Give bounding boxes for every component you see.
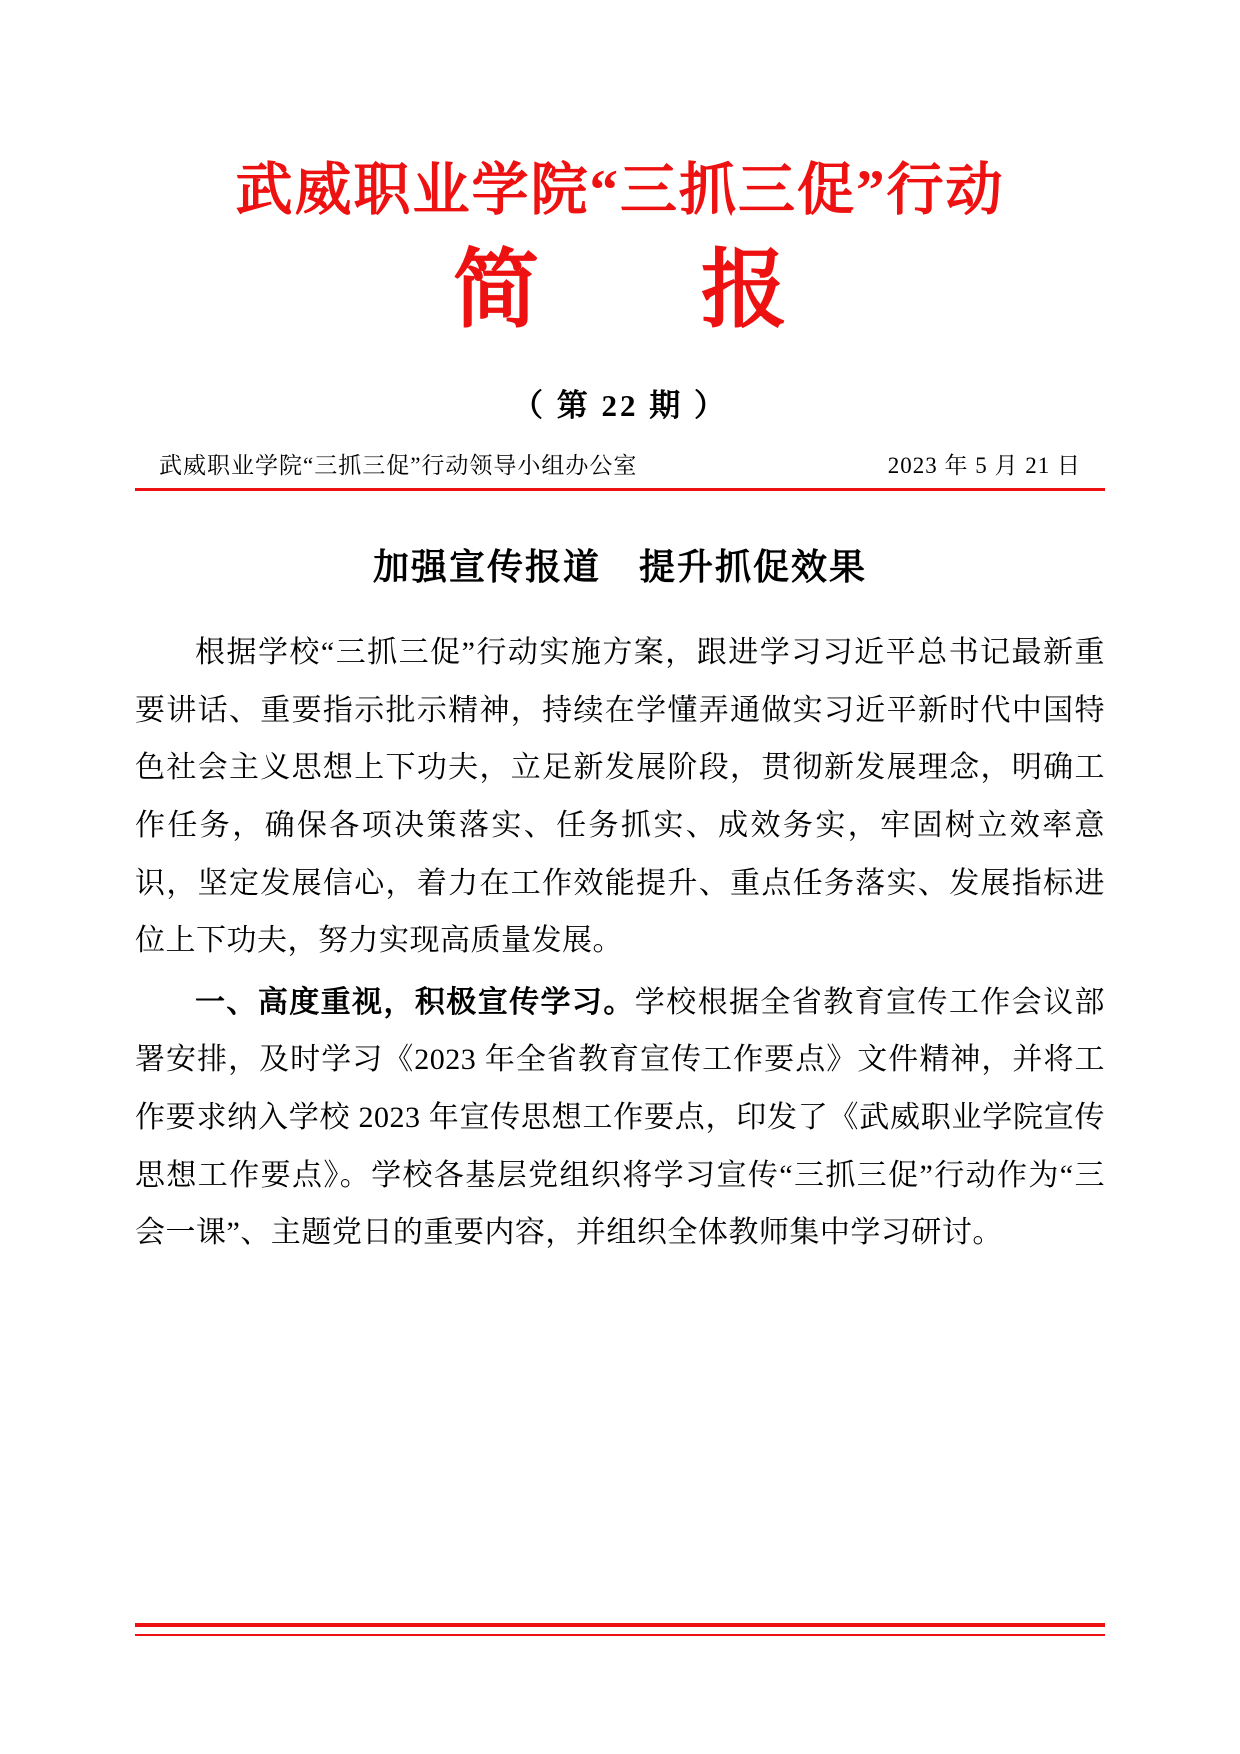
- paragraph-2-text: 学校根据全省教育宣传工作会议部署安排，及时学习《2023 年全省教育宣传工作要点》文件精神，并将工作要求纳入学校 2023 年宣传思想工作要点，印发了《武威职业学院宣传思想工作要点》。学校各基层党组织将学习宣传“三抓三促”行动作为“三会一课”、主题党日的重要内容，并组织全体教师集中学习研讨。: [135, 985, 1105, 1250]
- issue-date: 2023 年 5 月 21 日: [887, 453, 1081, 479]
- article-title: 加强宣传报道 提升抓促效果: [372, 547, 867, 588]
- paragraph-1-text: 根据学校“三抓三促”行动实施方案，跟进学习习近平总书记最新重要讲话、重要指示批示精神，持续在学懂弄通做实习近平新时代中国特色社会主义思想上下功夫，立足新发展阶段，贯彻新发展理念，明确工作任务，确保各项决策落实、任务抓实、成效务实，牢固树立效率意识，坚定发展信心，着力在工作效能提升、重点任务落实、发展指标进位上下功夫，努力实现高质量发展。: [135, 636, 1105, 958]
- paragraph-1: [135, 624, 1105, 970]
- issue-number: （ 第 22 期 ）: [512, 388, 728, 424]
- masthead-title-line1: 武威职业学院“三抓三促”行动: [235, 159, 1005, 222]
- paragraph-2-lead: 一、高度重视，积极宣传学习。: [195, 985, 635, 1019]
- paragraph-2: [135, 974, 1105, 1262]
- footer-rule-thick: [135, 1623, 1105, 1627]
- footer-rule-thin: [135, 1634, 1105, 1636]
- issuing-office: 武威职业学院“三抓三促”行动领导小组办公室: [159, 453, 638, 479]
- masthead-meta-row: [135, 447, 1105, 488]
- masthead-red-rule: [135, 488, 1105, 491]
- footer-rules: [135, 1623, 1105, 1636]
- article-body: [135, 624, 1105, 1262]
- masthead: [135, 0, 1105, 425]
- masthead-title-line2: 简 报: [453, 241, 825, 338]
